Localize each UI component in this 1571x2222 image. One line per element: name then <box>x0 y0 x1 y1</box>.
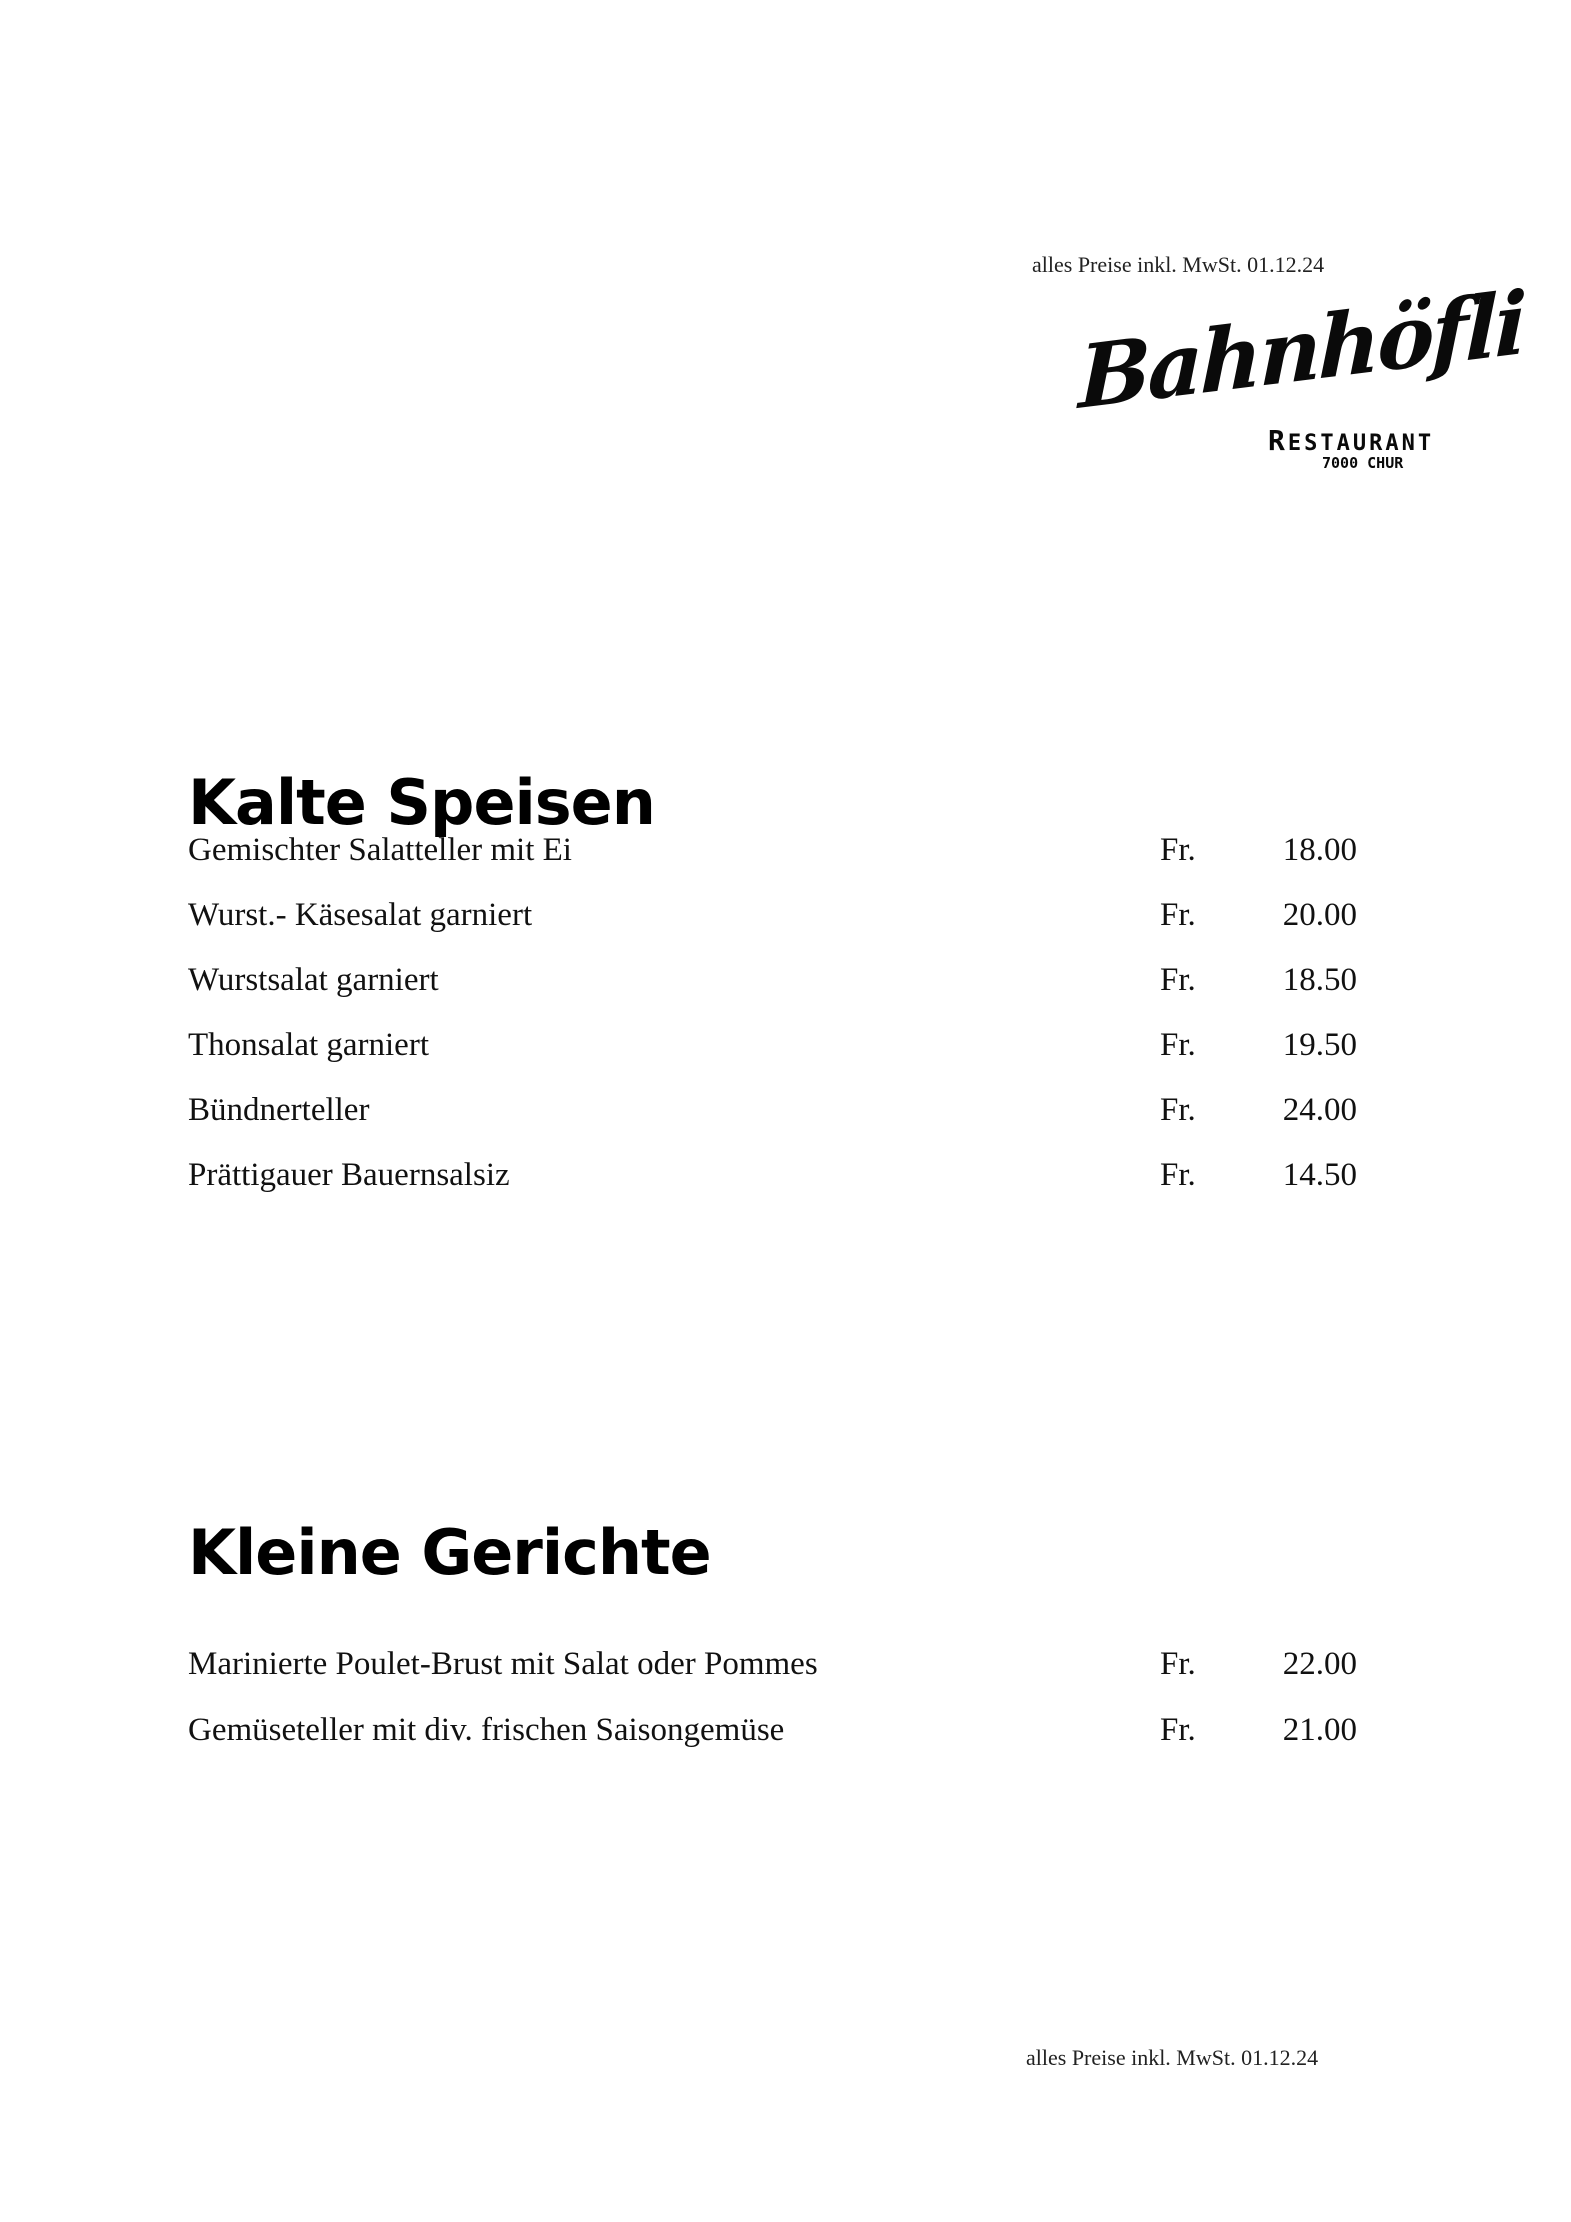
menu-list-kalte-speisen <box>188 832 1358 1222</box>
menu-item-currency: Fr. <box>1160 1157 1196 1193</box>
menu-item-currency: Fr. <box>1160 897 1196 933</box>
logo-city-label: 7000 CHUR <box>1322 454 1404 472</box>
menu-item-name: Thonsalat garniert <box>188 1027 429 1063</box>
menu-item-price: 21.00 <box>1282 1712 1357 1748</box>
menu-item-name: Gemischter Salatteller mit Ei <box>188 832 572 868</box>
menu-item-currency: Fr. <box>1160 1092 1196 1128</box>
menu-item-currency: Fr. <box>1160 962 1196 998</box>
menu-item <box>188 1092 1358 1157</box>
menu-list-kleine-gerichte <box>188 1646 1358 1778</box>
menu-item-name: Bündnerteller <box>188 1092 370 1128</box>
menu-item-price: 22.00 <box>1282 1646 1357 1682</box>
menu-item-price: 20.00 <box>1282 897 1357 933</box>
menu-item <box>188 1157 1358 1222</box>
menu-item-name: Prättigauer Bauernsalsiz <box>188 1157 510 1193</box>
menu-item <box>188 1027 1358 1092</box>
menu-item <box>188 897 1358 962</box>
menu-item-currency: Fr. <box>1160 1646 1196 1682</box>
section-title-kalte-speisen: Kalte Speisen <box>188 765 655 839</box>
header-price-note: alles Preise inkl. MwSt. 01.12.24 <box>1032 252 1325 277</box>
menu-item-price: 19.50 <box>1282 1027 1357 1063</box>
logo-restaurant-label <box>1268 424 1434 457</box>
section-title-kleine-gerichte: Kleine Gerichte <box>188 1515 711 1589</box>
menu-item-price: 18.50 <box>1282 962 1357 998</box>
menu-item-currency: Fr. <box>1160 832 1196 868</box>
menu-item-price: 24.00 <box>1282 1092 1357 1128</box>
menu-item <box>188 1712 1358 1778</box>
menu-item-name: Wurst.- Käsesalat garniert <box>188 897 533 933</box>
menu-item-name: Marinierte Poulet-Brust mit Salat oder Pommes <box>188 1646 818 1682</box>
restaurant-logo <box>1077 272 1525 478</box>
menu-item-price: 14.50 <box>1282 1157 1357 1193</box>
menu-item <box>188 1646 1358 1712</box>
menu-item-price: 18.00 <box>1282 832 1357 868</box>
menu-item-currency: Fr. <box>1160 1712 1196 1748</box>
logo-restaurant-initial: R <box>1268 424 1288 457</box>
menu-item <box>188 962 1358 1027</box>
logo-script-wordmark: Bahnhöfli <box>1077 272 1525 430</box>
menu-item-currency: Fr. <box>1160 1027 1196 1063</box>
footer-price-note: alles Preise inkl. MwSt. 01.12.24 <box>1026 2045 1319 2070</box>
menu-item-name: Wurstsalat garniert <box>188 962 439 998</box>
menu-item <box>188 832 1358 897</box>
logo-restaurant-rest: ESTAURANT <box>1287 431 1435 456</box>
menu-item-name: Gemüseteller mit div. frischen Saisongemüse <box>188 1712 785 1748</box>
